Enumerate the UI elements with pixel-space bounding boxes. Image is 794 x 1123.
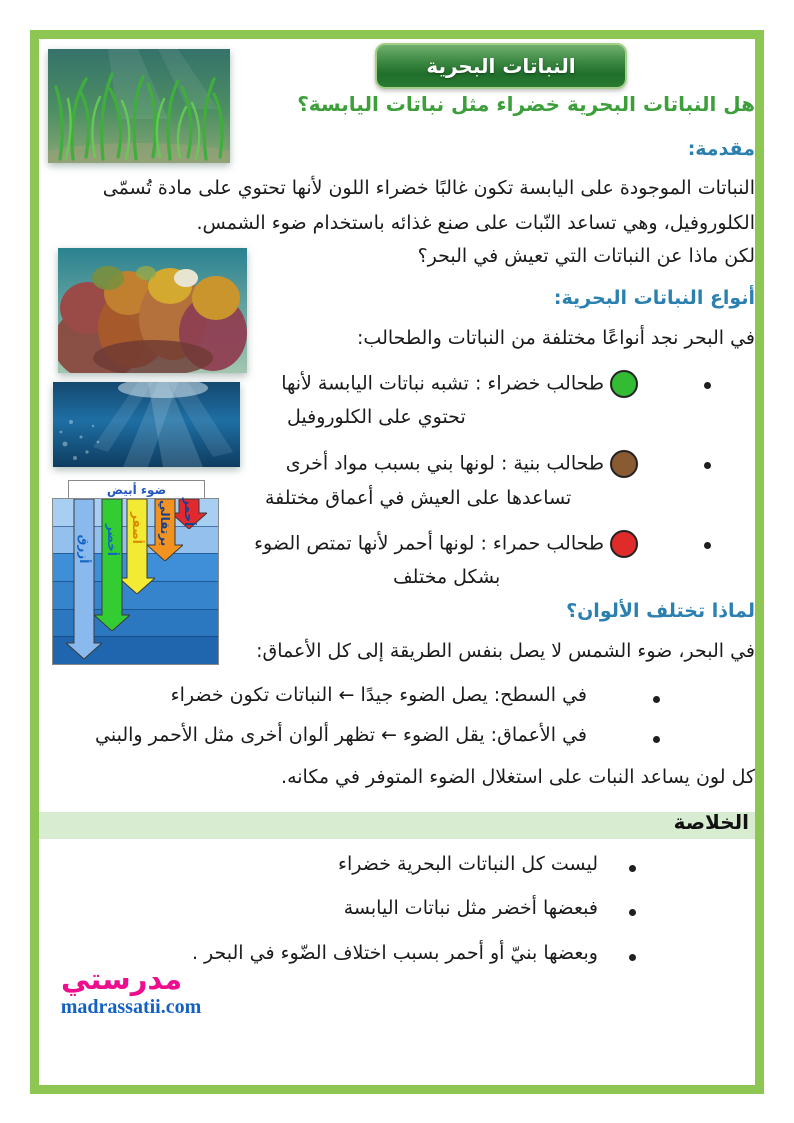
- question-title: هل النباتات البحرية خضراء مثل نباتات اليابسة؟: [297, 92, 755, 116]
- bullet-dot: [653, 736, 660, 743]
- bullet-dot: [629, 865, 636, 872]
- bullet-dot: [629, 909, 636, 916]
- bullet-dot: [629, 954, 636, 961]
- why-bullet-depth: في الأعماق: يقل الضوء ← تظهر ألوان أخرى مثل الأحمر والبني: [95, 724, 587, 746]
- title-banner-label: النباتات البحرية: [426, 54, 576, 78]
- summary-bullet-3: وبعضها بنيّ أو أحمر بسبب اختلاف الضّوء في البحر .: [191, 942, 598, 964]
- depth-arrow-4: [66, 499, 102, 659]
- underwater-light-image: [53, 382, 240, 467]
- brown-algae-text: طحالب بنية : لونها بني بسبب مواد أخرى: [285, 452, 604, 475]
- algae-type-brown: [286, 450, 638, 478]
- summary-band: [39, 812, 755, 839]
- arrow-shape: [66, 499, 102, 659]
- light-depth-diagram: [52, 498, 219, 665]
- seagrass-image: [48, 49, 230, 163]
- section-heading-intro: مقدمة:: [687, 138, 755, 160]
- title-banner: [375, 43, 627, 89]
- bullet-dot: [704, 542, 711, 549]
- green-algae-text-line2: تحتوي على الكلوروفيل: [287, 406, 466, 428]
- bullet-dot: [704, 462, 711, 469]
- brown-algae-text-line2: تساعدها على العيش في أعماق مختلفة: [265, 487, 572, 509]
- logo-site-url: madrassatii.com: [60, 996, 202, 1018]
- section-heading-why: لماذا تختلف الألوان؟: [566, 600, 755, 622]
- intro-line-1: النباتات الموجودة على اليابسة تكون غالبًا خضراء اللون لأنها تحتوي على مادة تُسمّى: [102, 177, 755, 199]
- bullet-dot: [704, 382, 711, 389]
- white-light-label-text: ضوء أبيض: [106, 483, 167, 497]
- arrow-color-label: أحمر: [182, 497, 196, 527]
- why-closing: كل لون يساعد النبات على استغلال الضوء المتوفر في مكانه.: [281, 766, 755, 788]
- logo-arabic-text: مدرستي: [61, 962, 183, 996]
- green-algae-text: طحالب خضراء : تشبه نباتات اليابسة لأنها: [281, 372, 604, 395]
- arrow-color-label: أصفر: [130, 512, 144, 545]
- site-logo: [55, 962, 207, 1019]
- underwater-light-illustration: [53, 382, 240, 467]
- intro-line-3: لكن ماذا عن النباتات التي تعيش في البحر؟: [417, 245, 755, 267]
- red-algae-text: طحالب حمراء : لونها أحمر لأنها تمتص الضوء: [254, 532, 604, 555]
- brown-algae-circle-icon: [610, 450, 638, 478]
- section-heading-types: أنواع النباتات البحرية:: [553, 287, 755, 309]
- red-algae-circle-icon: [610, 530, 638, 558]
- why-lead: في البحر، ضوء الشمس لا يصل بنفس الطريقة إلى كل الأعماق:: [256, 640, 755, 662]
- green-algae-circle-icon: [610, 370, 638, 398]
- arrow-color-label: أزرق: [77, 534, 91, 564]
- arrow-color-label: برتقالي: [158, 499, 172, 547]
- bullet-dot: [653, 696, 660, 703]
- arrow-color-label: أخضر: [105, 524, 119, 557]
- summary-bullet-1: ليست كل النباتات البحرية خضراء: [338, 853, 598, 875]
- intro-line-2: الكلوروفيل، وهي تساعد النّبات على صنع غذائه باستخدام ضوء الشمس.: [196, 212, 755, 234]
- red-algae-illustration: [58, 248, 247, 373]
- red-algae-text-line2: بشكل مختلف: [393, 566, 501, 588]
- algae-type-green: [281, 370, 638, 398]
- types-lead: في البحر نجد أنواعًا مختلفة من النباتات والطحالب:: [357, 327, 755, 349]
- why-bullet-surface: في السطح: يصل الضوء جيدًا ← النباتات تكون خضراء: [170, 684, 587, 706]
- seagrass-illustration: [48, 49, 230, 163]
- summary-heading: الخلاصة: [673, 810, 749, 834]
- red-algae-image: [58, 248, 247, 373]
- algae-type-red: [254, 530, 638, 558]
- summary-bullet-2: فبعضها أخضر مثل نباتات اليابسة: [343, 897, 598, 919]
